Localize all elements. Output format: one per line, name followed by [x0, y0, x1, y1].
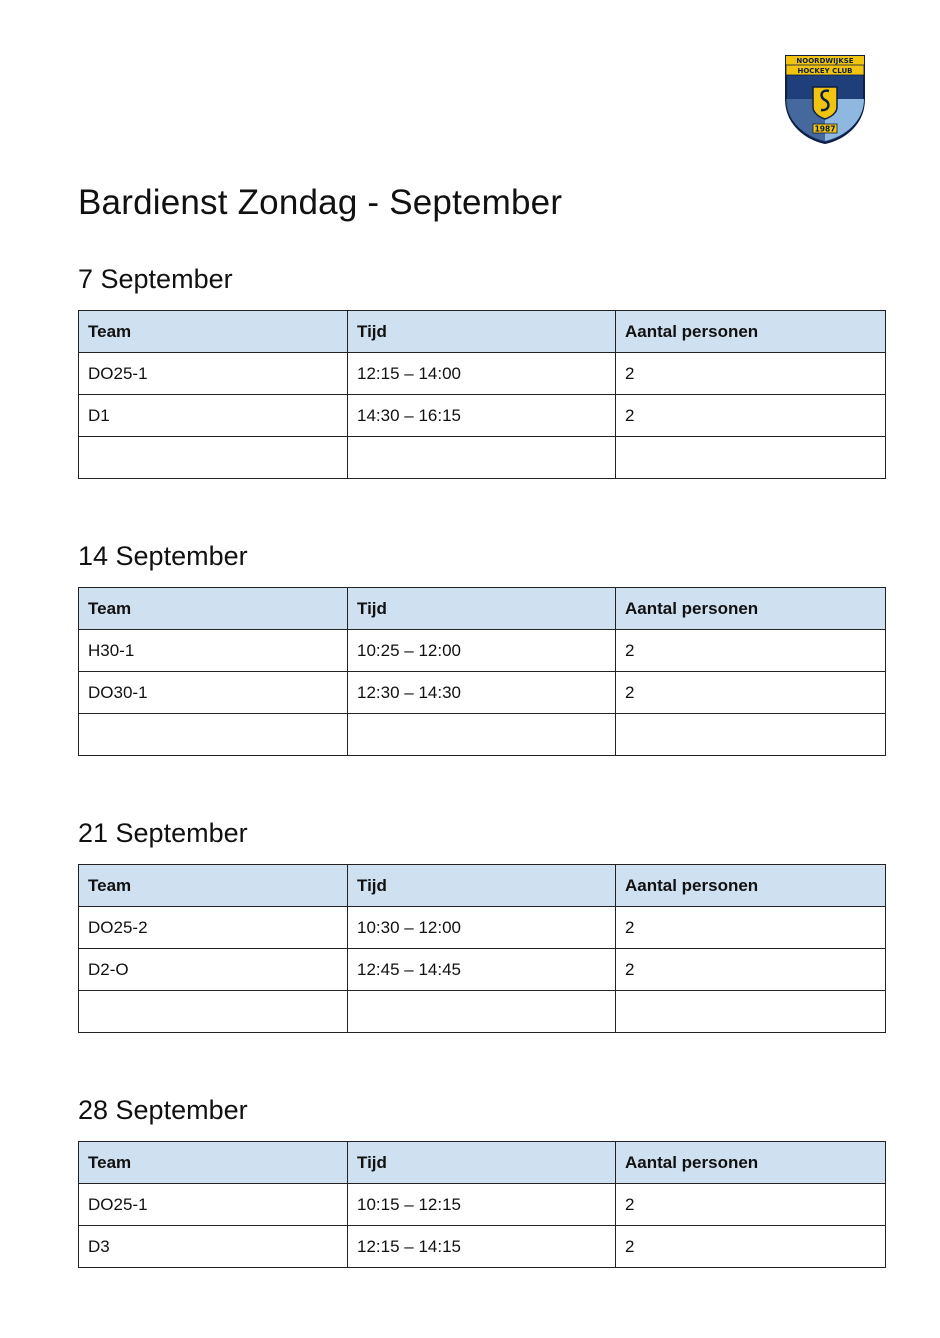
team-cell: D3	[79, 1226, 348, 1268]
persons-cell: 2	[616, 395, 886, 437]
team-cell: DO30-1	[79, 672, 348, 714]
time-cell: 12:15 – 14:15	[348, 1226, 616, 1268]
table-row	[79, 437, 886, 479]
section-21-september	[78, 816, 885, 1033]
time-cell: 12:45 – 14:45	[348, 949, 616, 991]
column-header-team: Team	[79, 311, 348, 353]
column-header-time: Tijd	[348, 1142, 616, 1184]
table-row	[79, 353, 886, 395]
time-cell	[348, 991, 616, 1033]
persons-cell	[616, 437, 886, 479]
time-cell: 12:15 – 14:00	[348, 353, 616, 395]
table-header-row	[79, 588, 886, 630]
column-header-persons: Aantal personen	[616, 865, 886, 907]
team-cell	[79, 714, 348, 756]
persons-cell: 2	[616, 353, 886, 395]
time-cell	[348, 714, 616, 756]
column-header-team: Team	[79, 865, 348, 907]
section-title: 21 September	[78, 818, 248, 848]
time-cell: 10:25 – 12:00	[348, 630, 616, 672]
table-row	[79, 991, 886, 1033]
table-row	[79, 395, 886, 437]
team-cell: DO25-2	[79, 907, 348, 949]
team-cell: D1	[79, 395, 348, 437]
schedule-table	[78, 864, 886, 1033]
table-row	[79, 1226, 886, 1268]
time-cell: 10:15 – 12:15	[348, 1184, 616, 1226]
club-logo	[783, 53, 867, 145]
persons-cell: 2	[616, 1184, 886, 1226]
section-7-september	[78, 262, 885, 479]
persons-cell	[616, 714, 886, 756]
table-header-row	[79, 865, 886, 907]
section-14-september	[78, 539, 885, 756]
persons-cell: 2	[616, 907, 886, 949]
persons-cell: 2	[616, 672, 886, 714]
time-cell: 14:30 – 16:15	[348, 395, 616, 437]
table-row	[79, 672, 886, 714]
team-cell: DO25-1	[79, 353, 348, 395]
section-title: 7 September	[78, 264, 233, 294]
team-cell: DO25-1	[79, 1184, 348, 1226]
page-title: Bardienst Zondag - September	[78, 183, 563, 222]
section-title: 14 September	[78, 541, 248, 571]
schedule-table	[78, 587, 886, 756]
team-cell: H30-1	[79, 630, 348, 672]
persons-cell: 2	[616, 949, 886, 991]
table-row	[79, 714, 886, 756]
column-header-time: Tijd	[348, 311, 616, 353]
persons-cell	[616, 991, 886, 1033]
persons-cell: 2	[616, 1226, 886, 1268]
section-title: 28 September	[78, 1095, 248, 1125]
column-header-time: Tijd	[348, 588, 616, 630]
column-header-time: Tijd	[348, 865, 616, 907]
section-28-september	[78, 1093, 885, 1268]
table-row	[79, 949, 886, 991]
team-cell	[79, 991, 348, 1033]
team-cell: D2-O	[79, 949, 348, 991]
column-header-persons: Aantal personen	[616, 588, 886, 630]
table-row	[79, 907, 886, 949]
table-row	[79, 1184, 886, 1226]
column-header-team: Team	[79, 1142, 348, 1184]
table-header-row	[79, 1142, 886, 1184]
logo-year: 1987	[814, 124, 836, 134]
column-header-persons: Aantal personen	[616, 311, 886, 353]
column-header-persons: Aantal personen	[616, 1142, 886, 1184]
column-header-team: Team	[79, 588, 348, 630]
hockey-club-crest-icon	[783, 53, 867, 145]
logo-bottom-text: HOCKEY CLUB	[797, 67, 853, 75]
time-cell: 12:30 – 14:30	[348, 672, 616, 714]
table-row	[79, 630, 886, 672]
schedule-table	[78, 1141, 886, 1268]
team-cell	[79, 437, 348, 479]
logo-top-text: NOORDWIJKSE	[796, 57, 854, 65]
time-cell: 10:30 – 12:00	[348, 907, 616, 949]
time-cell	[348, 437, 616, 479]
table-header-row	[79, 311, 886, 353]
persons-cell: 2	[616, 630, 886, 672]
schedule-table	[78, 310, 886, 479]
